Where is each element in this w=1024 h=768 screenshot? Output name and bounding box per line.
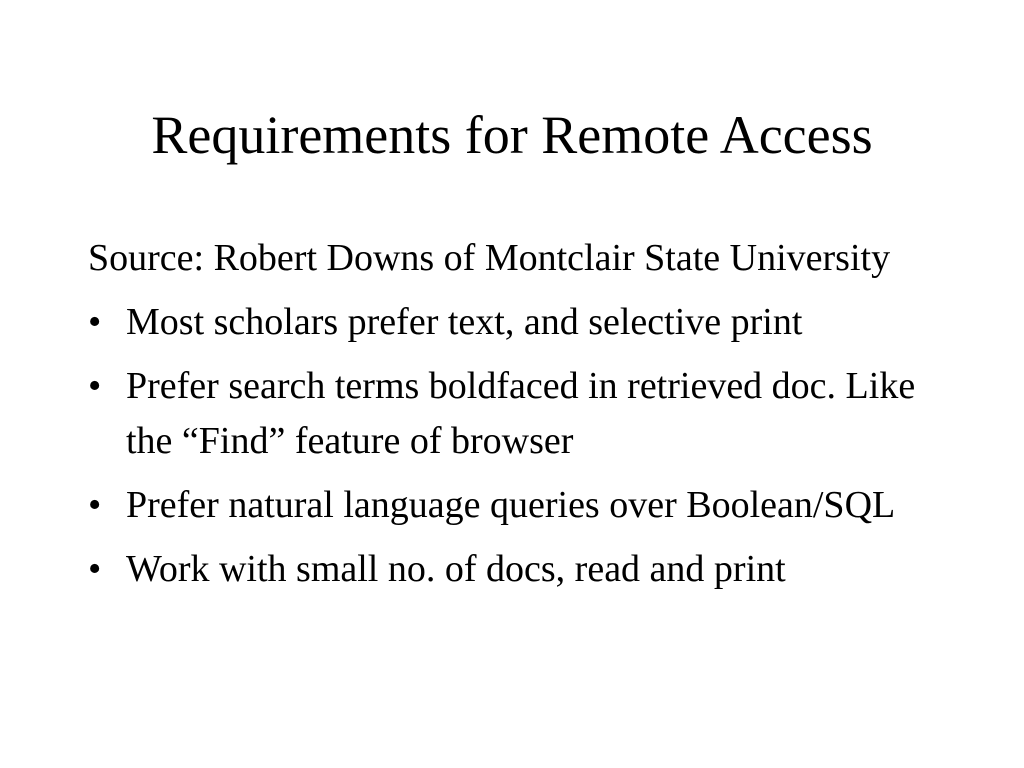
bullet-item	[88, 478, 968, 533]
bullet-item	[88, 542, 968, 597]
bullet-item	[88, 295, 968, 350]
bullet-text: Prefer search terms boldfaced in retrieved doc. Like the “Find” feature of browser	[126, 365, 916, 462]
source-line: Source: Robert Downs of Montclair State University	[88, 237, 891, 279]
bullet-icon: •	[88, 548, 102, 590]
slide-body	[88, 231, 968, 606]
bullet-list	[88, 295, 968, 597]
slide-title: Requirements for Remote Access	[151, 105, 873, 165]
bullet-item	[88, 359, 968, 469]
bullet-text: Most scholars prefer text, and selective print	[126, 301, 803, 343]
bullet-icon: •	[88, 301, 102, 343]
bullet-text: Work with small no. of docs, read and print	[126, 548, 786, 590]
bullet-text: Prefer natural language queries over Boolean/SQL	[126, 484, 896, 526]
bullet-icon: •	[88, 484, 102, 526]
bullet-icon: •	[88, 365, 102, 407]
